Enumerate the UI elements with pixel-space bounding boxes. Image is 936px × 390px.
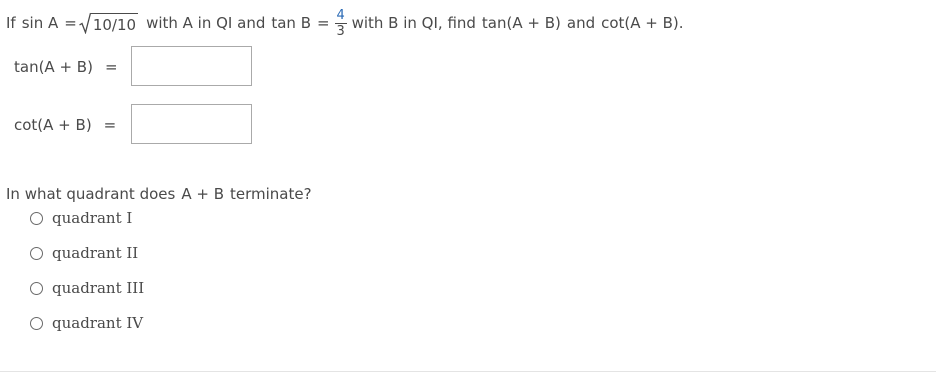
tan-b-expression: tan B: [271, 14, 311, 32]
fraction-numerator: 4: [336, 7, 345, 23]
radio-option-quadrant-1[interactable]: [30, 207, 132, 229]
and-word: and: [566, 14, 596, 32]
tan-sum-expression: tan(A + B): [481, 14, 561, 32]
equals-sign: =: [317, 14, 330, 32]
fraction-denominator: 3: [336, 23, 345, 39]
problem-statement: [6, 9, 684, 37]
sqrt-value: 10/10: [91, 13, 138, 35]
cot-equals-sign: =: [103, 116, 117, 134]
option-label: quadrant I: [52, 209, 133, 227]
question-expression: A + B: [181, 185, 224, 203]
fraction: [335, 9, 347, 38]
option-label: quadrant III: [52, 279, 145, 297]
tan-answer-row: [14, 45, 118, 89]
option-label: quadrant IV: [52, 314, 144, 332]
equals-sign: =: [64, 14, 77, 32]
tan-answer-label: tan(A + B): [14, 58, 93, 76]
quadrant-question: [6, 184, 312, 204]
radio-button[interactable]: [30, 317, 43, 330]
cot-sum-expression: cot(A + B).: [601, 14, 684, 32]
bottom-divider: [0, 371, 936, 372]
radio-option-quadrant-3[interactable]: [30, 277, 144, 299]
option-label: quadrant II: [52, 244, 139, 262]
if-word: If: [6, 14, 16, 32]
cot-answer-label: cot(A + B): [14, 116, 92, 134]
question-suffix: terminate?: [229, 185, 312, 203]
radio-button[interactable]: [30, 282, 43, 295]
with-a-text: with A in QI and: [146, 14, 266, 32]
radio-button[interactable]: [30, 247, 43, 260]
sin-a-expression: sin A: [21, 14, 59, 32]
cot-answer-row: [14, 103, 117, 147]
square-root: [79, 12, 138, 35]
radio-button[interactable]: [30, 212, 43, 225]
radio-option-quadrant-4[interactable]: [30, 312, 143, 334]
radical-sign-icon: [79, 12, 91, 34]
with-b-text: with B in QI, find: [351, 14, 476, 32]
tan-equals-sign: =: [104, 58, 118, 76]
question-prefix: In what quadrant does: [6, 185, 176, 203]
radio-option-quadrant-2[interactable]: [30, 242, 138, 264]
cot-answer-input[interactable]: [131, 104, 252, 144]
tan-answer-input[interactable]: [131, 46, 252, 86]
